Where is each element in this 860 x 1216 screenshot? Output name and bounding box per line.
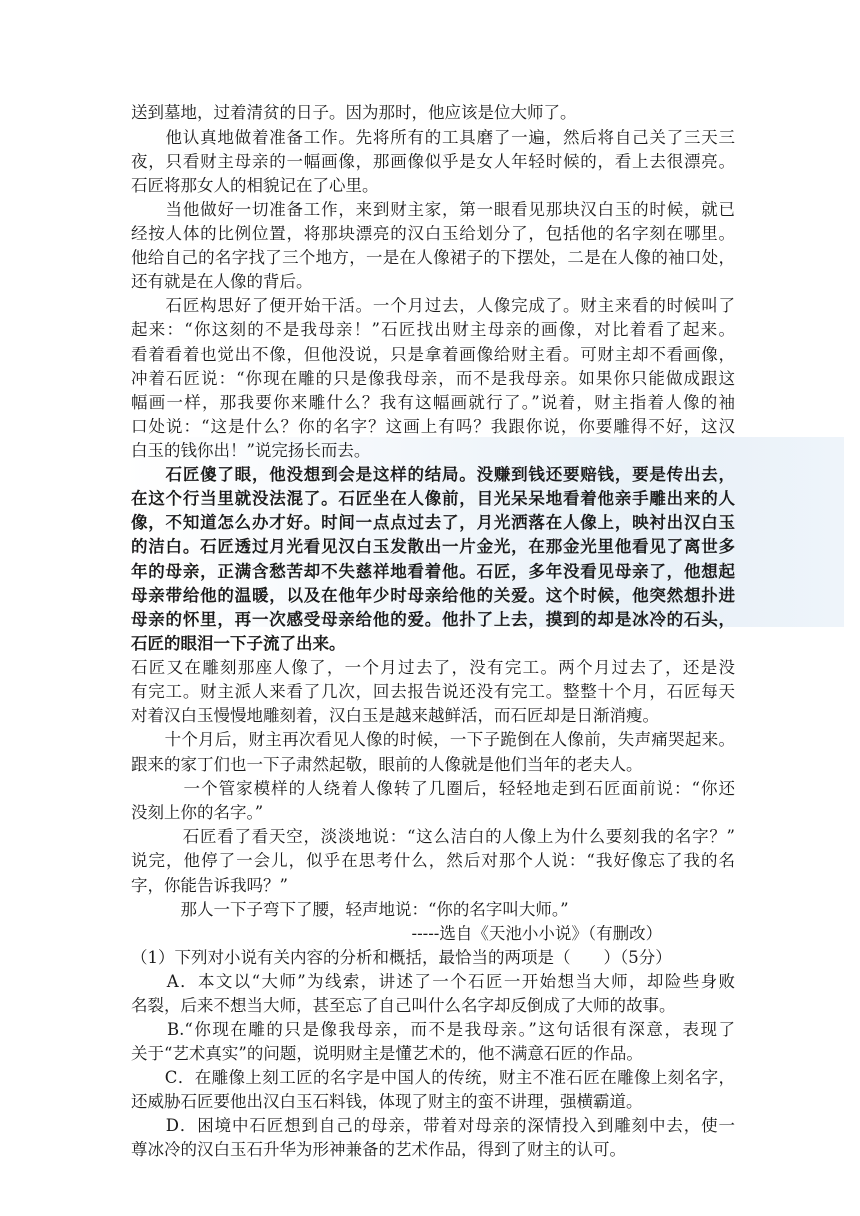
text-line: 有完工。财主派人来看了几次，回去报告说还没有完工。整整十个月，石匠每天 — [131, 682, 735, 701]
text-line: 还威胁石匠要他出汉白玉石料钱，体现了财主的蛮不讲理，强横霸道。 — [131, 1092, 643, 1111]
text-line: 幅画一样，那我要你来雕什么？我有这幅画就行了。”说着，财主指着人像的袖 — [131, 393, 735, 412]
text-line: 在这个行当里就没法混了。石匠坐在人像前，目光呆呆地看着他亲手雕出来的人 — [131, 489, 735, 508]
text-line: A．本文以“大师”为线索，讲述了一个石匠一开始想当大师，却险些身败 — [131, 972, 735, 991]
text-line: 他给自己的名字找了三个地方，一是在人像裙子的下摆处，二是在人像的袖口处， — [131, 248, 735, 267]
text-line: 白玉的钱你出！”说完扬长而去。 — [131, 441, 371, 460]
text-line: 母亲的怀里，再一次感受母亲给他的爱。他扑了上去，摸到的却是冰冷的石头， — [131, 610, 735, 629]
text-line: D．困境中石匠想到自己的母亲，带着对母亲的深情投入到雕刻中去，使一 — [131, 1116, 735, 1135]
text-line: 年的母亲，正满含愁苦却不失慈祥地看着他。石匠，多年没看见母亲了，他想起 — [131, 562, 735, 581]
text-line: 石匠傻了眼，他没想到会是这样的结局。没赚到钱还要赔钱，要是传出去， — [131, 465, 735, 484]
text-line: 关于“艺术真实”的问题，说明财主是懂艺术的，他不满意石匠的作品。 — [131, 1044, 643, 1063]
text-line: C．在雕像上刻工匠的名字是中国人的传统，财主不准石匠在雕像上刻名字， — [131, 1068, 735, 1087]
text-line: 一个管家模样的人绕着人像转了几圈后，轻轻地走到石匠面前说：“你还 — [131, 779, 735, 798]
text-line: 送到墓地，过着清贫的日子。因为那时，他应该是位大师了。 — [131, 103, 577, 122]
text-line: 十个月后，财主再次看见人像的时候，一下子跪倒在人像前，失声痛哭起来。 — [131, 730, 735, 749]
text-line: 母亲带给他的温暖，以及在他年少时母亲给他的关爱。这个时候，他突然想扑进 — [131, 586, 735, 605]
text-line: B.“你现在雕的只是像我母亲，而不是我母亲。”这句话很有深意，表现了 — [131, 1020, 735, 1039]
text-line: （1）下列对小说有关内容的分析和概括，最恰当的两项是（ ）（5分） — [131, 948, 672, 967]
text-line: 石匠又在雕刻那座人像了，一个月过去了，没有完工。两个月过去了，还是没 — [131, 658, 735, 677]
text-line: 石匠看了看天空，淡淡地说：“这么洁白的人像上为什么要刻我的名字？” — [131, 827, 735, 846]
text-line: 起来：“你这刻的不是我母亲！”石匠找出财主母亲的画像，对比着看了起来。 — [131, 320, 735, 339]
text-line: 石匠将那女人的相貌记在了心里。 — [131, 176, 379, 195]
text-line: 的洁白。石匠透过月光看见汉白玉发散出一片金光，在那金光里他看见了离世多 — [131, 537, 735, 556]
text-line: 名裂，后来不想当大师，甚至忘了自己叫什么名字却反倒成了大师的故事。 — [131, 996, 676, 1015]
text-line: 字，你能告诉我吗？” — [131, 876, 288, 895]
text-line: 对着汉白玉慢慢地雕刻着，汉白玉是越来越鲜活，而石匠却是日渐消瘦。 — [131, 706, 659, 725]
text-line: 说完，他停了一会儿，似乎在思考什么，然后对那个人说：“我好像忘了我的名 — [131, 851, 735, 870]
text-line: 当他做好一切准备工作，来到财主家，第一眼看见那块汉白玉的时候，就已 — [131, 200, 735, 219]
text-line: 他认真地做着准备工作。先将所有的工具磨了一遍，然后将自己关了三天三 — [131, 128, 735, 147]
text-line: 跟来的家丁们也一下子肃然起敬，眼前的人像就是他们当年的老夫人。 — [131, 755, 643, 774]
text-line: 石匠的眼泪一下子流了出来。 — [131, 634, 346, 653]
text-line: 经按人体的比例位置，将那块漂亮的汉白玉给划分了，包括他的名字刻在哪里。 — [131, 224, 735, 243]
text-line: 那人一下子弯下了腰，轻声地说：“你的名字叫大师。” — [131, 900, 569, 919]
text-line: 没刻上你的名字。” — [131, 803, 264, 822]
text-line: -----选自《天池小小说》（有删改） — [131, 924, 663, 943]
text-line: 冲着石匠说：“你现在雕的只是像我母亲，而不是我母亲。如果你只能做成跟这 — [131, 369, 735, 388]
text-line: 口处说：“这是什么？你的名字？这画上有吗？我跟你说，你要雕得不好，这汉 — [131, 417, 735, 436]
text-line: 尊冰冷的汉白玉石升华为形神兼备的艺术作品，得到了财主的认可。 — [131, 1140, 626, 1159]
text-line: 像，不知道怎么办才好。时间一点点过去了，月光洒落在人像上，映衬出汉白玉 — [131, 513, 735, 532]
text-line: 还有就是在人像的背后。 — [131, 272, 313, 291]
text-line: 看着看着也觉出不像，但他没说，只是拿着画像给财主看。可财主却不看画像， — [131, 345, 735, 364]
text-line: 夜，只看财主母亲的一幅画像，那画像似乎是女人年轻时候的，看上去很漂亮。 — [131, 152, 735, 171]
text-line: 石匠构思好了便开始干活。一个月过去，人像完成了。财主来看的时候叫了 — [131, 296, 735, 315]
